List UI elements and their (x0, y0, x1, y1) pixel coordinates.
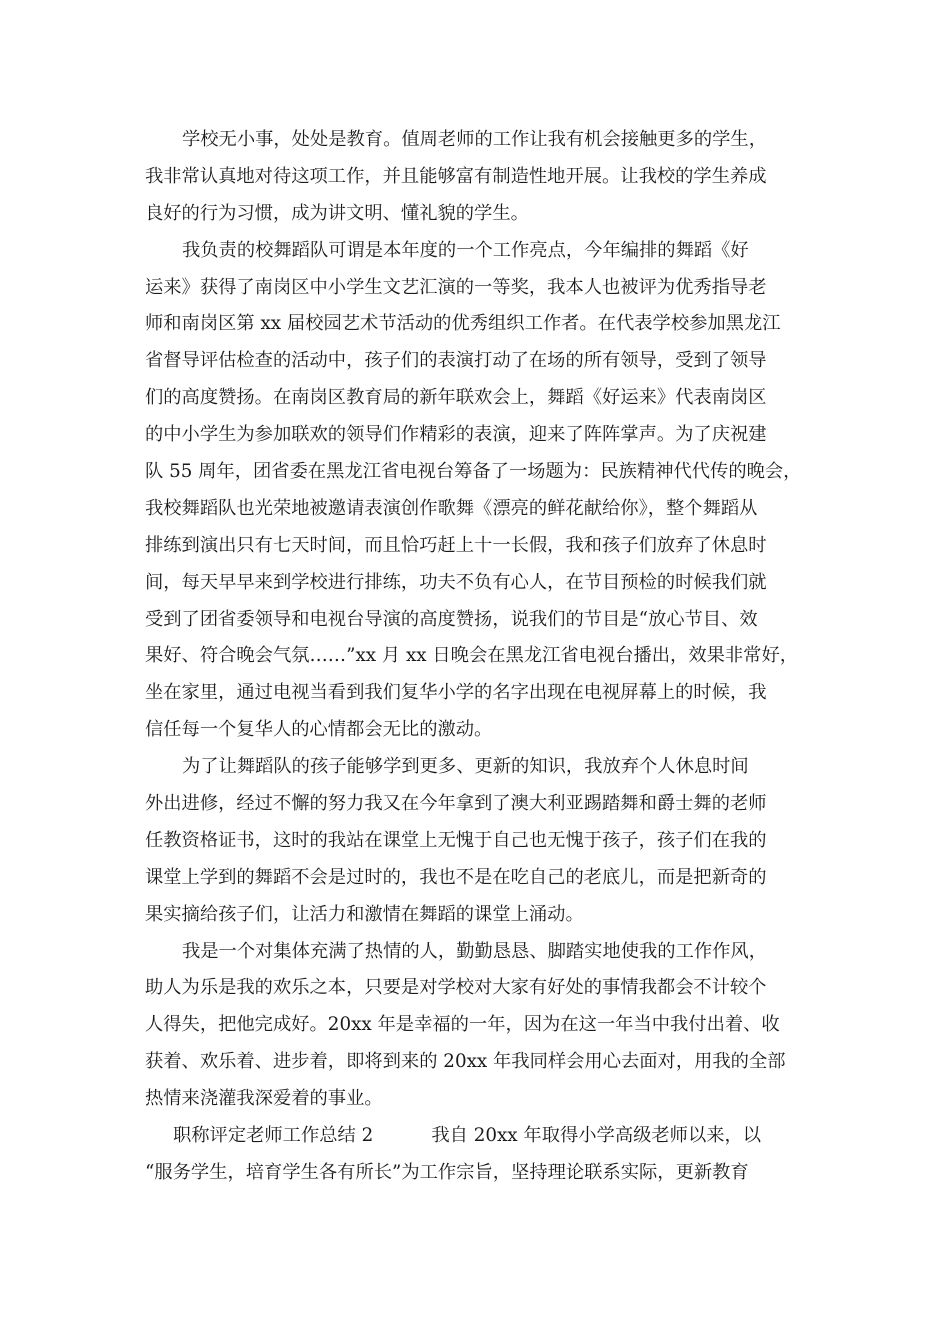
document-body (145, 122, 825, 1192)
text-line: 热情来浇灌我深爱着的事业。 (145, 1088, 383, 1110)
section-heading-line: 职称评定老师工作总结 2 我自 20xx 年取得小学高级老师以来，以 (173, 1125, 762, 1147)
text-line: 我是一个对集体充满了热情的人，勤勤恳恳、脚踏实地使我的工作作风， (182, 940, 767, 962)
text-line: 获着、欢乐着、进步着，即将到来的 20xx 年我同样会用心去面对，用我的全部 (145, 1051, 786, 1073)
text-line: 外出进修，经过不懈的努力我又在今年拿到了澳大利亚踢踏舞和爵士舞的老师 (145, 793, 767, 815)
text-line: 排练到演出只有七天时间，而且恰巧赶上十一长假，我和孩子们放弃了休息时 (145, 534, 767, 556)
text-line: 助人为乐是我的欢乐之本，只要是对学校对大家有好处的事情我都会不计较个 (145, 977, 767, 999)
text-line: 我非常认真地对待这项工作，并且能够富有制造性地开展。让我校的学生养成 (145, 165, 767, 187)
text-line: 学校无小事，处处是教育。值周老师的工作让我有机会接触更多的学生， (182, 129, 767, 150)
text-line: 任教资格证书，这时的我站在课堂上无愧于自己也无愧于孩子，孩子们在我的 (145, 829, 767, 851)
text-line: 受到了团省委领导和电视台导演的高度赞扬，说我们的节目是“放心节目、效 (145, 608, 758, 630)
text-line: 的中小学生为参加联欢的领导们作精彩的表演，迎来了阵阵掌声。为了庆祝建 (145, 424, 767, 446)
text-line: 省督导评估检查的活动中，孩子们的表演打动了在场的所有领导，受到了领导 (145, 350, 767, 372)
text-line: 良好的行为习惯，成为讲文明、懂礼貌的学生。 (145, 202, 529, 224)
text-line: 我负责的校舞蹈队可谓是本年度的一个工作亮点，今年编排的舞蹈《好 (182, 239, 749, 261)
text-line: 为了让舞蹈队的孩子能够学到更多、更新的知识，我放弃个人休息时间 (182, 756, 749, 778)
text-line: 队 55 周年，团省委在黑龙江省电视台筹备了一场题为：民族精神代代传的晚会， (145, 461, 802, 483)
text-line: 间，每天早早来到学校进行排练，功夫不负有心人，在节目预检的时候我们就 (145, 571, 767, 593)
text-line: 师和南岗区第 xx 届校园艺术节活动的优秀组织工作者。在代表学校参加黑龙江 (145, 313, 781, 335)
text-line: 果实摘给孩子们，让活力和激情在舞蹈的课堂上涌动。 (145, 903, 584, 925)
text-line: 们的高度赞扬。在南岗区教育局的新年联欢会上，舞蹈《好运来》代表南岗区 (145, 387, 767, 409)
text-line: 运来》获得了南岗区中小学生文艺汇演的一等奖，我本人也被评为优秀指导老 (145, 276, 767, 298)
text-line: 信任每一个复华人的心情都会无比的激动。 (145, 719, 493, 741)
text-line: 课堂上学到的舞蹈不会是过时的，我也不是在吃自己的老底儿，而是把新奇的 (145, 866, 767, 888)
text-line: 人得失，把他完成好。20xx 年是幸福的一年，因为在这一年当中我付出着、收 (145, 1014, 780, 1036)
text-line: 我校舞蹈队也光荣地被邀请表演创作歌舞《漂亮的鲜花献给你》，整个舞蹈从 (145, 497, 758, 519)
text-line: 坐在家里，通过电视当看到我们复华小学的名字出现在电视屏幕上的时候，我 (145, 682, 767, 704)
text-line: 果好、符合晚会气氛……”xx 月 xx 日晚会在黑龙江省电视台播出，效果非常好， (145, 645, 799, 667)
text-line: “服务学生，培育学生各有所长”为工作宗旨，坚持理论联系实际，更新教育 (145, 1161, 749, 1183)
